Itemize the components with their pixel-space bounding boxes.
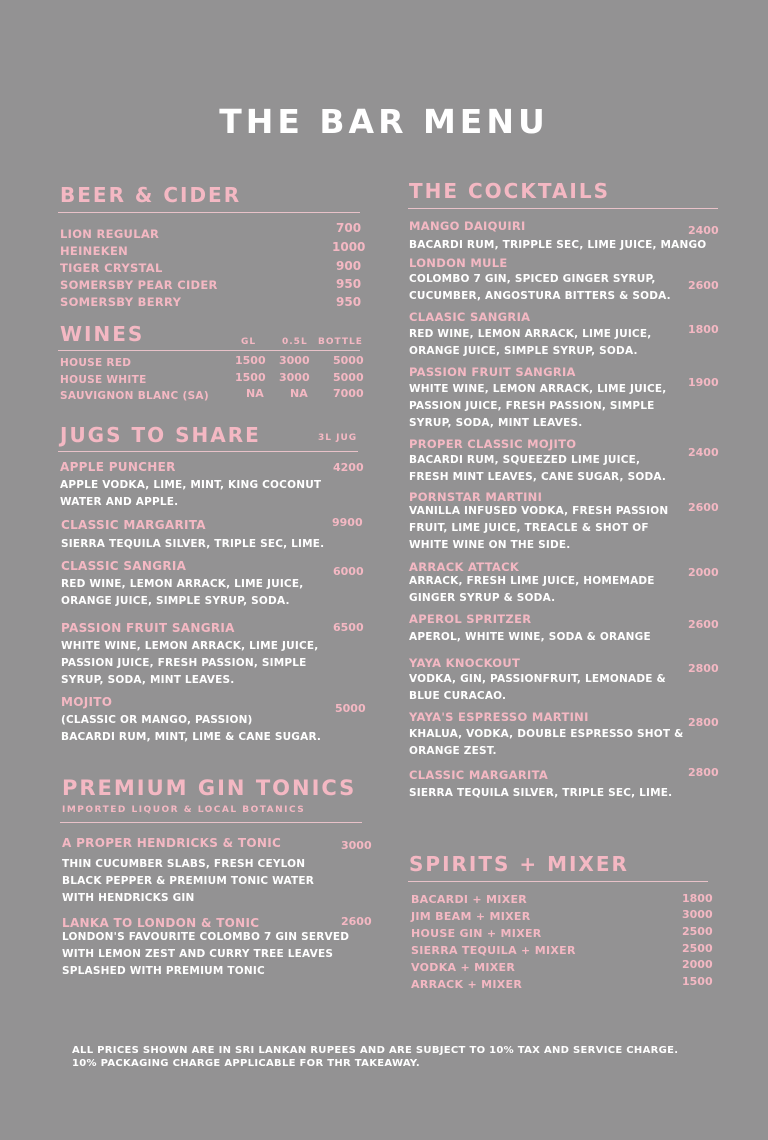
gin-item-price: 2600 — [341, 915, 372, 928]
beer-rule — [58, 212, 360, 213]
beer-item-price: 950 — [336, 277, 362, 291]
cocktail-item-name: LONDON MULE — [409, 256, 508, 270]
spirit-item-price: 1500 — [682, 975, 713, 988]
beer-item-price: 900 — [336, 259, 362, 273]
jug-item-name: CLASSIC MARGARITA — [61, 518, 206, 532]
spirit-item-name: JIM BEAM + MIXER — [411, 910, 531, 923]
spirit-item-price: 2500 — [682, 942, 713, 955]
jugs-rule — [58, 451, 358, 452]
jug-item-desc: SIERRA TEQUILA SILVER, TRIPLE SEC, LIME. — [61, 538, 325, 550]
cocktail-item-name: PROPER CLASSIC MOJITO — [409, 437, 577, 451]
beer-item-name: TIGER CRYSTAL — [60, 261, 163, 275]
beer-item-price: 950 — [336, 295, 362, 309]
spirit-item-price: 2500 — [682, 925, 713, 938]
cocktail-item-name: YAYA'S ESPRESSO MARTINI — [409, 710, 589, 724]
cocktail-item-desc: APEROL, WHITE WINE, SODA & ORANGE — [409, 631, 651, 643]
jug-item-name: APPLE PUNCHER — [60, 460, 176, 474]
wine-item-name: HOUSE WHITE — [60, 374, 147, 386]
cocktail-item-price: 2400 — [688, 446, 719, 459]
wine-item-name: SAUVIGNON BLANC (SA) — [60, 390, 209, 402]
cocktail-item-name: PORNSTAR MARTINI — [409, 490, 543, 504]
beer-item-name: LION REGULAR — [60, 227, 160, 241]
cocktail-item-price: 2800 — [688, 716, 719, 729]
jug-item-price: 9900 — [332, 516, 363, 529]
jug-item-name: CLASSIC SANGRIA — [61, 559, 187, 573]
gin-subheading: IMPORTED LIQUOR & LOCAL BOTANICS — [62, 805, 306, 815]
wine-item-half: 3000 — [279, 354, 310, 367]
jug-item-desc: RED WINE, LEMON ARRACK, LIME JUICE, ORANGE JUICE, SIMPLE SYRUP, SODA. — [61, 578, 304, 607]
wine-item-bottle: 5000 — [333, 371, 364, 384]
jug-item-desc: WHITE WINE, LEMON ARRACK, LIME JUICE, PASSION JUICE, FRESH PASSION, SIMPLE SYRUP, SODA, MINT LEAVES. — [61, 640, 319, 686]
page-title: THE BAR MENU — [219, 102, 549, 141]
cocktail-item-price: 2600 — [688, 279, 719, 292]
jug-item-price: 6000 — [333, 565, 364, 578]
spirit-item-name: ARRACK + MIXER — [411, 978, 523, 991]
gin-item-price: 3000 — [341, 839, 372, 852]
cocktail-item-name: ARRACK ATTACK — [409, 560, 520, 574]
jug-item-desc: APPLE VODKA, LIME, MINT, KING COCONUT WATER AND APPLE. — [60, 479, 322, 508]
cocktail-item-desc: SIERRA TEQUILA SILVER, TRIPLE SEC, LIME. — [409, 787, 673, 799]
cocktail-item-desc: VODKA, GIN, PASSIONFRUIT, LEMONADE & BLUE CURACAO. — [409, 673, 666, 702]
gin-rule — [60, 822, 362, 823]
wine-item-gl: 1500 — [235, 354, 266, 367]
cocktail-item-name: MANGO DAIQUIRI — [409, 219, 526, 233]
spirit-item-price: 2000 — [682, 958, 713, 971]
spirit-item-name: HOUSE GIN + MIXER — [411, 927, 542, 940]
gin-item-desc: THIN CUCUMBER SLABS, FRESH CEYLON BLACK PEPPER & PREMIUM TONIC WATER WITH HENDRICKS GIN — [62, 858, 315, 904]
wine-item-name: HOUSE RED — [60, 357, 132, 369]
gin-heading: PREMIUM GIN TONICS — [62, 776, 357, 800]
wines-rule — [58, 350, 360, 351]
cocktail-item-price: 2800 — [688, 662, 719, 675]
jug-item-name: MOJITO — [61, 695, 113, 709]
spirit-item-price: 1800 — [682, 892, 713, 905]
cocktail-item-desc: KHALUA, VODKA, DOUBLE ESPRESSO SHOT & ORANGE ZEST. — [409, 728, 684, 757]
cocktail-item-price: 2800 — [688, 766, 719, 779]
gin-item-name: LANKA TO LONDON & TONIC — [62, 916, 260, 930]
wine-item-gl: 1500 — [235, 371, 266, 384]
beer-item-name: SOMERSBY PEAR CIDER — [60, 278, 218, 292]
cocktail-item-price: 2600 — [688, 618, 719, 631]
cocktail-item-desc: COLOMBO 7 GIN, SPICED GINGER SYRUP, CUCUMBER, ANGOSTURA BITTERS & SODA. — [409, 273, 671, 302]
cocktail-item-name: CLASSIC MARGARITA — [409, 768, 549, 782]
wines-heading: WINES — [60, 322, 145, 346]
cocktail-item-price: 1900 — [688, 376, 719, 389]
cocktail-item-desc: BACARDI RUM, SQUEEZED LIME JUICE, FRESH MINT LEAVES, CANE SUGAR, SODA. — [409, 454, 667, 483]
spirits-heading: SPIRITS + MIXER — [409, 852, 629, 876]
gin-item-name: A PROPER HENDRICKS & TONIC — [62, 836, 282, 850]
cocktail-item-price: 2600 — [688, 501, 719, 514]
cocktail-item-desc: WHITE WINE, LEMON ARRACK, LIME JUICE, PASSION JUICE, FRESH PASSION, SIMPLE SYRUP, SODA, MINT LEAVES. — [409, 383, 667, 429]
cocktail-item-price: 1800 — [688, 323, 719, 336]
beer-heading: BEER & CIDER — [60, 183, 242, 207]
wine-item-bottle: 5000 — [333, 354, 364, 367]
wines-col-gl: GL — [241, 337, 257, 347]
wine-item-half: 3000 — [279, 371, 310, 384]
cocktails-heading: THE COCKTAILS — [409, 179, 611, 203]
beer-item-price: 1000 — [332, 240, 366, 254]
cocktail-item-desc: ARRACK, FRESH LIME JUICE, HOMEMADE GINGER SYRUP & SODA. — [409, 575, 655, 604]
beer-item-name: HEINEKEN — [60, 244, 129, 258]
cocktail-item-desc: BACARDI RUM, TRIPPLE SEC, LIME JUICE, MANGO — [409, 239, 707, 251]
jug-item-desc: (CLASSIC OR MANGO, PASSION) BACARDI RUM, MINT, LIME & CANE SUGAR. — [61, 714, 322, 743]
wine-item-gl: NA — [246, 387, 264, 400]
wines-col-half: 0.5L — [282, 337, 308, 347]
spirits-rule — [408, 881, 708, 882]
cocktail-item-desc: VANILLA INFUSED VODKA, FRESH PASSION FRUIT, LIME JUICE, TREACLE & SHOT OF WHITE WINE ON THE SIDE. — [409, 505, 669, 551]
footer-note: ALL PRICES SHOWN ARE IN SRI LANKAN RUPEES AND ARE SUBJECT TO 10% TAX AND SERVICE CHARGE. 10% PACKAGING CHARGE APPLICABLE FOR THR TAKEAWAY. — [72, 1045, 679, 1069]
spirit-item-name: VODKA + MIXER — [411, 961, 516, 974]
cocktail-item-price: 2400 — [688, 224, 719, 237]
spirit-item-price: 3000 — [682, 908, 713, 921]
wine-item-half: NA — [290, 387, 308, 400]
spirit-item-name: BACARDI + MIXER — [411, 893, 528, 906]
jug-item-price: 6500 — [333, 621, 364, 634]
cocktail-item-desc: RED WINE, LEMON ARRACK, LIME JUICE, ORANGE JUICE, SIMPLE SYRUP, SODA. — [409, 328, 652, 357]
jug-item-price: 5000 — [335, 702, 366, 715]
cocktail-item-name: APEROL SPRITZER — [409, 612, 532, 626]
cocktail-item-name: PASSION FRUIT SANGRIA — [409, 365, 576, 379]
spirit-item-name: SIERRA TEQUILA + MIXER — [411, 944, 576, 957]
cocktails-rule — [408, 208, 718, 209]
beer-item-price: 700 — [336, 221, 362, 235]
beer-item-name: SOMERSBY BERRY — [60, 295, 182, 309]
wines-col-bottle: BOTTLE — [318, 337, 363, 347]
jug-item-name: PASSION FRUIT SANGRIA — [61, 621, 235, 635]
gin-item-desc: LONDON'S FAVOURITE COLOMBO 7 GIN SERVED WITH LEMON ZEST AND CURRY TREE LEAVES SPLASHED WITH PREMIUM TONIC — [62, 931, 350, 977]
jug-item-price: 4200 — [333, 461, 364, 474]
jugs-heading: JUGS TO SHARE — [60, 423, 261, 447]
cocktail-item-name: CLAASIC SANGRIA — [409, 310, 531, 324]
cocktail-item-price: 2000 — [688, 566, 719, 579]
jugs-col-label: 3L JUG — [318, 433, 358, 443]
wine-item-bottle: 7000 — [333, 387, 364, 400]
cocktail-item-name: YAYA KNOCKOUT — [409, 656, 521, 670]
